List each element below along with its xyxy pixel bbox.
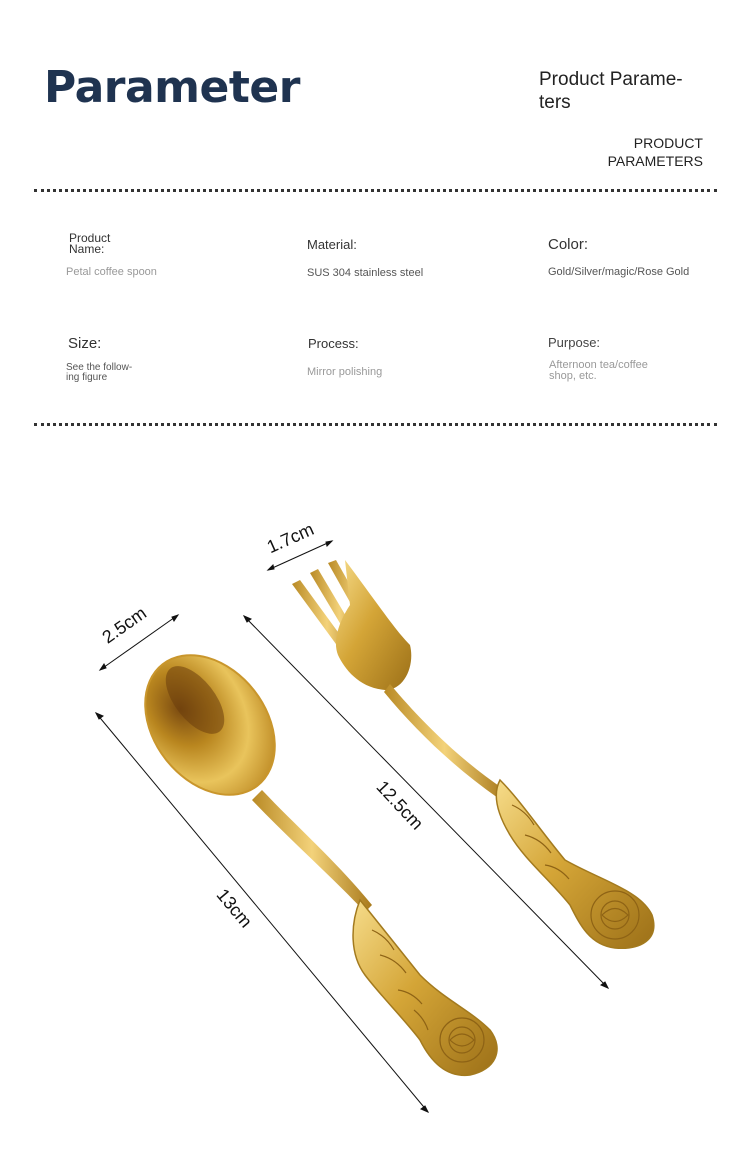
spoon-width-label: 2.5cm (98, 602, 151, 648)
arrow-head (601, 982, 608, 988)
fork-width-label: 1.7cm (263, 518, 317, 558)
param-value: SUS 304 stainless steel (307, 267, 424, 279)
param-value: See the follow- ing figure (66, 362, 133, 383)
param-value: Afternoon tea/coffee shop, etc. (549, 359, 648, 382)
page-title: Parameter (44, 62, 300, 113)
arrow-head (244, 616, 251, 622)
section-subtitle-english: PRODUCT PARAMETERS (607, 135, 703, 169)
param-value: Mirror polishing (307, 366, 383, 378)
param-value: Petal coffee spoon (66, 266, 157, 278)
arrow-head (326, 541, 332, 546)
param-label: Purpose: (548, 335, 601, 350)
spoon-image (118, 630, 497, 1075)
arrow-head (96, 713, 103, 719)
spoon-length-label: 13cm (212, 884, 257, 932)
section-subtitle: Product Parame- ters (539, 69, 683, 113)
arrow-head (172, 615, 178, 621)
arrow-head (421, 1106, 428, 1112)
param-label: Product Name: (69, 231, 111, 256)
param-label: Size: (68, 335, 102, 352)
param-value: Gold/Silver/magic/Rose Gold (548, 266, 690, 278)
param-label: Color: (548, 236, 589, 253)
param-label: Material: (307, 237, 357, 252)
fork-length-label: 12.5cm (372, 776, 428, 834)
arrow-head (268, 565, 274, 570)
fork-length-line (244, 616, 608, 988)
arrow-head (100, 664, 106, 670)
param-label: Process: (308, 336, 359, 351)
